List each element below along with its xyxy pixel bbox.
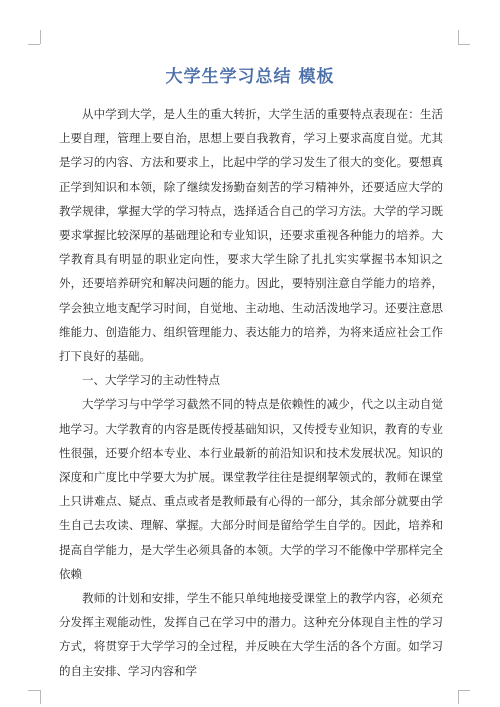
crop-mark [458, 690, 470, 691]
crop-mark [28, 44, 40, 45]
crop-mark [40, 690, 41, 704]
section-heading: 一、大学学习的主动性特点 [82, 373, 220, 388]
crop-mark [28, 690, 40, 691]
crop-mark [458, 690, 459, 704]
crop-mark [458, 30, 459, 44]
paragraph-intro: 从中学到大学，是人生的重大转折，大学生活的重要特点表现在：生活上要自理，管理上要自治，思想上要自我教育，学习上要求高度自觉。尤其是学习的内容、方法和要求上，比起中学的学习发生了很大的变化。要想真正学到知识和本领，除了继续发扬勤奋刻苦的学习精神外，还要适应大学的教学规律，掌握大学的学习特点，选择适合自己的学习方法。大学的学习既要求掌握比较深厚的基础理论和专业知识，还要求重视各种能力的培养。大学教育具有明显的职业定向性，要求大学生除了扎扎实实掌握书本知识之外，还要培养研究和解决问题的能力。因此，要特别注意自学能力的培养，学会独立地支配学习时间，自觉地、主动地、生动活泼地学习。还要注意思维能力、创造能力、组织管理能力、表达能力的培养，为将来适应社会工作打下良好的基础。 [59, 107, 443, 364]
document-body [59, 102, 443, 683]
paragraph-section-1-cont: 教师的计划和安排，学生不能只单纯地接受课堂上的教学内容，必须充分发挥主观能动性，发挥自己在学习中的潜力。这种充分体现自主性的学习方式，将贯穿于大学学习的全过程，并反映在大学生活的各个方面。如学习的自主安排、学习内容和学 [59, 591, 443, 678]
crop-mark [458, 44, 470, 45]
crop-mark [40, 30, 41, 44]
document-title: 大学生学习总结 模板 [165, 67, 335, 87]
paragraph-section-1: 大学学习与中学学习截然不同的特点是依赖性的减少，代之以主动自觉地学习。大学教育的内容是既传授基础知识，又传授专业知识，教育的专业性很强，还要介绍本专业、本行业最新的前沿知识和技术发展状况。知识的深度和广度比中学要大为扩展。课堂教学往往是提纲挈领式的，教师在课堂上只讲难点、疑点、重点或者是教师最有心得的一部分，其余部分就要由学生自己去攻读、理解、掌握。大部分时间是留给学生自学的。因此，培养和提高自学能力，是大学生必须具备的本领。大学的学习不能像中学那样完全依赖 [59, 397, 443, 581]
